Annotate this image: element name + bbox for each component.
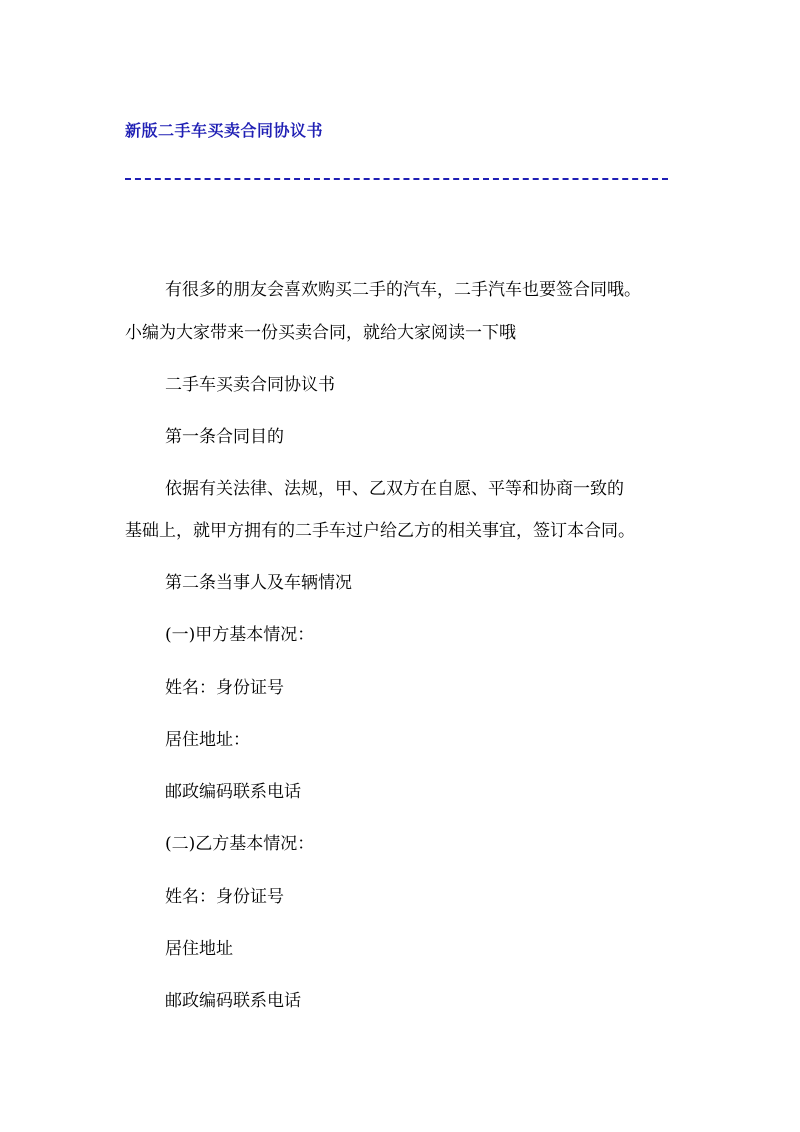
party-b-address: 居住地址 [165, 939, 233, 959]
article-2-title: 第二条当事人及车辆情况 [165, 573, 352, 593]
party-a-address: 居住地址： [165, 730, 250, 750]
party-a-name: 姓名：身份证号 [165, 678, 284, 698]
article-1-line-1: 依据有关法律、法规，甲、乙双方在自愿、平等和协商一致的 [165, 479, 624, 499]
intro-line-2: 小编为大家带来一份买卖合同，就给大家阅读一下哦 [125, 323, 516, 343]
document-title: 新版二手车买卖合同协议书 [125, 121, 324, 140]
party-b-name: 姓名：身份证号 [165, 887, 284, 907]
party-a-heading: (一)甲方基本情况： [165, 625, 315, 645]
party-a-contact: 邮政编码联系电话 [165, 782, 301, 802]
party-b-contact: 邮政编码联系电话 [165, 991, 301, 1011]
title-divider [125, 178, 668, 180]
article-1-line-2: 基础上，就甲方拥有的二手车过户给乙方的相关事宜，签订本合同。 [125, 521, 635, 541]
article-1-title: 第一条合同目的 [165, 427, 284, 447]
party-b-heading: (二)乙方基本情况： [165, 834, 315, 854]
contract-heading: 二手车买卖合同协议书 [165, 375, 335, 395]
intro-line-1: 有很多的朋友会喜欢购买二手的汽车，二手汽车也要签合同哦。 [165, 280, 641, 300]
